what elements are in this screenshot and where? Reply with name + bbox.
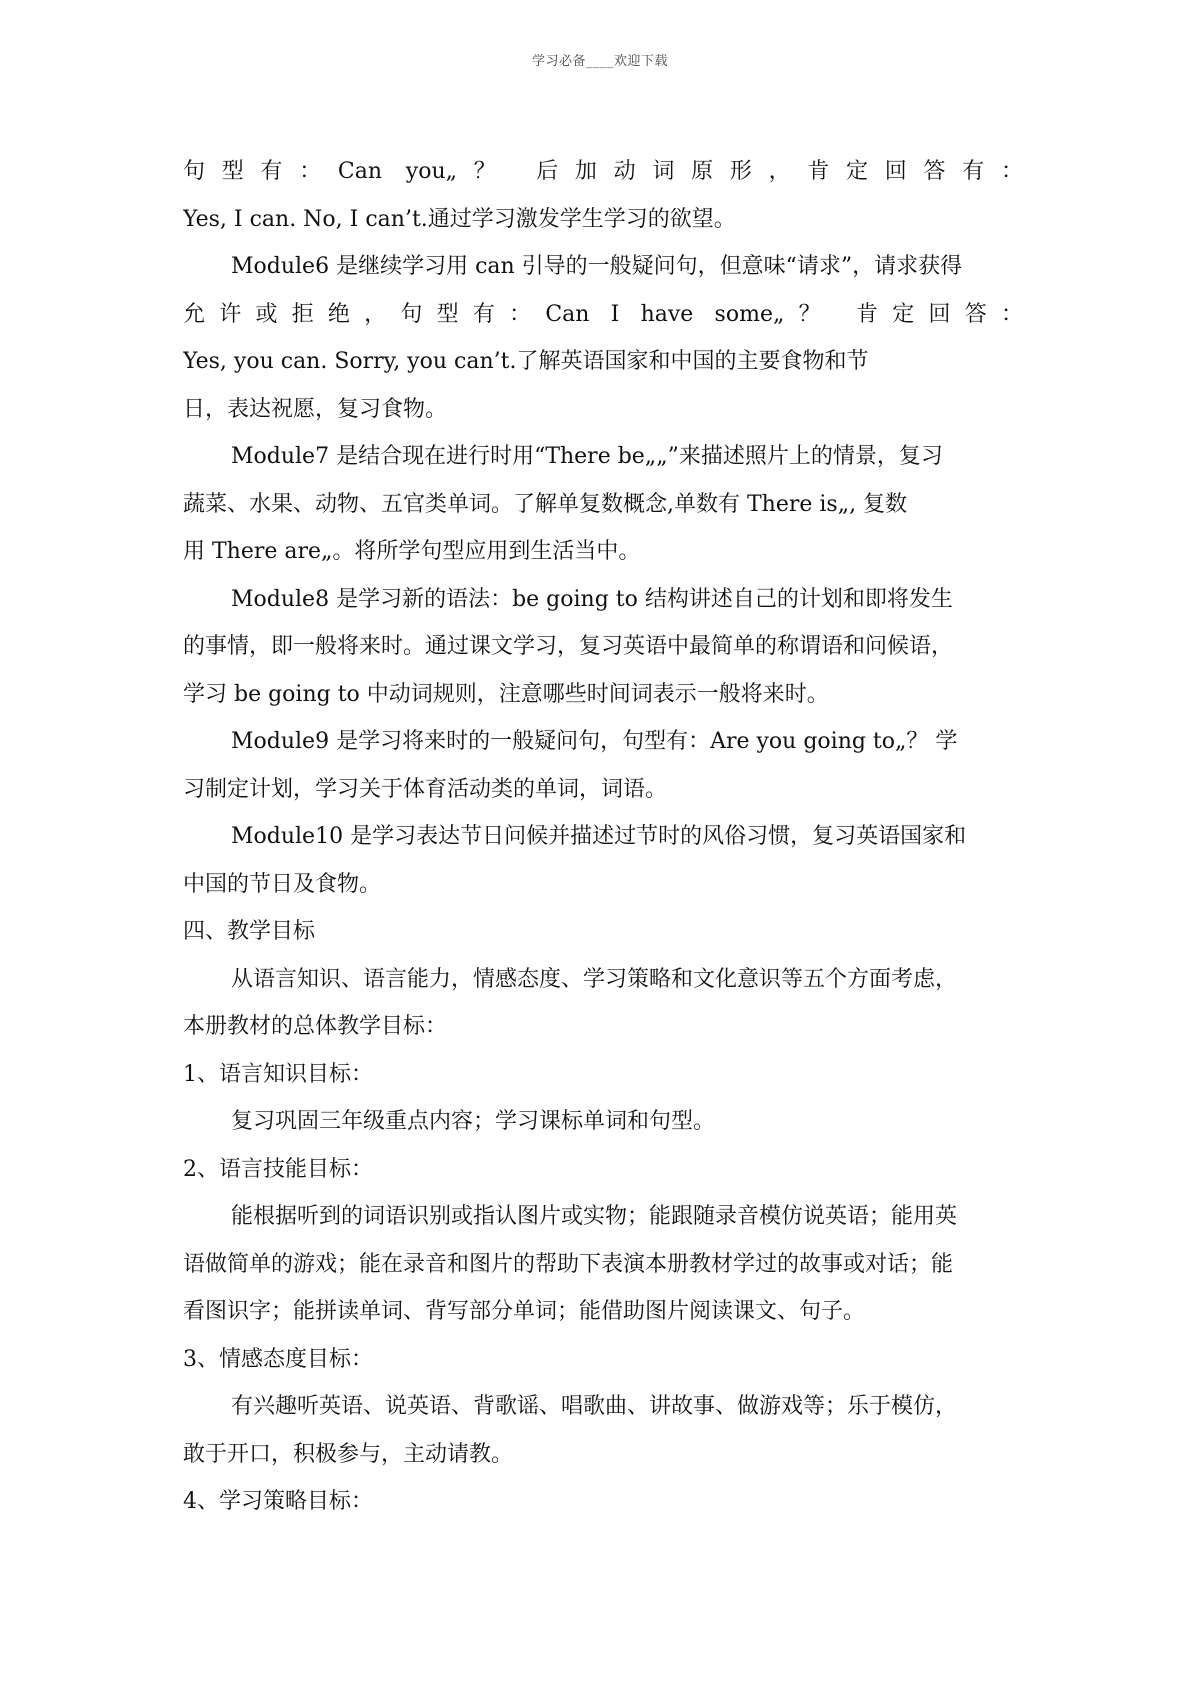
text-line: Module9 是学习将来时的一般疑问句，句型有：Are you going to„？ 学 — [231, 729, 958, 754]
text-line: 复习巩固三年级重点内容；学习课标单词和句型。 — [231, 1109, 716, 1134]
text-line: 从语言知识、语言能力，情感态度、学习策略和文化意识等五个方面考虑， — [231, 966, 958, 992]
text-line: 中国的节日及食物。 — [183, 871, 382, 897]
text-line: Module7 是结合现在进行时用“There be„„”来描述照片上的情景，复习 — [231, 444, 943, 469]
text-line: 四、教学目标 — [183, 919, 316, 944]
text-line: 1、语言知识目标： — [183, 1061, 373, 1087]
text-line: 日，表达祝愿，复习食物。 — [183, 396, 448, 422]
text-line: 有兴趣听英语、说英语、背歌谣、唱歌曲、讲故事、做游戏等；乐于模仿， — [231, 1394, 958, 1419]
page-header: 学习必备____欢迎下载 — [531, 54, 668, 69]
text-line: 习制定计划，学习关于体育活动类的单词，词语。 — [183, 776, 668, 802]
text-line: 2、语言技能目标： — [183, 1156, 373, 1182]
text-line: 能根据听到的词语识别或指认图片或实物；能跟随录音模仿说英语；能用英 — [231, 1204, 958, 1229]
text-line: 3、情感态度目标： — [183, 1346, 373, 1372]
text-line: 本册教材的总体教学目标： — [183, 1014, 448, 1039]
text-line: Yes, you can. Sorry, you can’t.了解英语国家和中国的主要食物和节 — [183, 349, 869, 374]
document-body — [183, 148, 1023, 1526]
text-line: 学习 be going to 中动词规则，注意哪些时间词表示一般将来时。 — [183, 681, 829, 707]
text-line: 看图识字；能拼读单词、背写部分单词；能借助图片阅读课文、句子。 — [183, 1299, 866, 1324]
text-line: Module10 是学习表达节日问候并描述过节时的风俗习惯，复习英语国家和 — [231, 824, 967, 849]
text-line: Module8 是学习新的语法：be going to 结构讲述自己的计划和即将发生 — [231, 586, 953, 612]
text-line: 句型有：Can you„？ 后加动词原形，肯定回答有： — [183, 159, 1023, 184]
text-line: Module6 是继续学习用 can 引导的一般疑问句，但意味“请求”，请求获得 — [231, 254, 963, 279]
text-line: 敢于开口，积极参与，主动请教。 — [183, 1441, 514, 1467]
text-line: 允许或拒绝，句型有：Can I have some„？ 肯定回答： — [183, 301, 1023, 327]
text-line: 用 There are„。将所学句型应用到生活当中。 — [183, 539, 641, 564]
text-line: 蔬菜、水果、动物、五官类单词。了解单复数概念,单数有 There is„, 复数 — [183, 491, 908, 517]
text-line: 4、学习策略目标： — [183, 1489, 373, 1514]
text-line: Yes, I can. No, I can’t.通过学习激发学生学习的欲望。 — [183, 206, 736, 232]
text-line: 的事情，即一般将来时。通过课文学习，复习英语中最简单的称谓语和问候语， — [183, 634, 954, 659]
text-line: 语做简单的游戏；能在录音和图片的帮助下表演本册教材学过的故事或对话；能 — [183, 1251, 954, 1277]
